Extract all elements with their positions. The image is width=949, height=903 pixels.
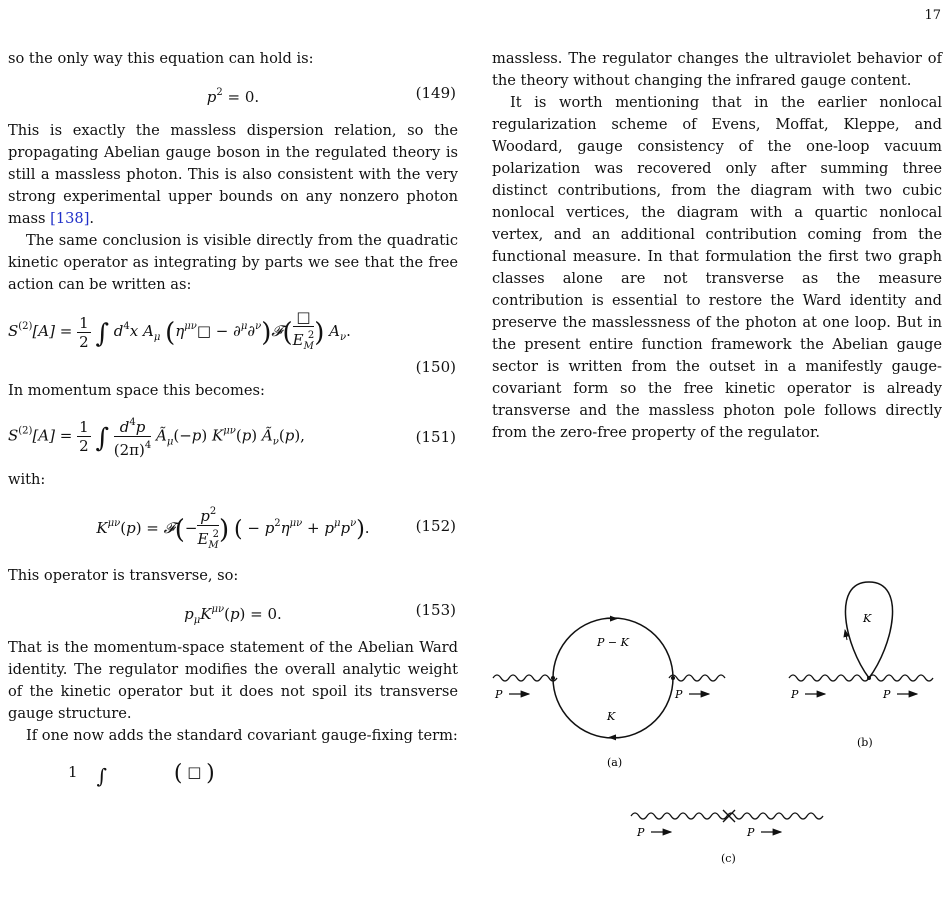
label-k: K [607,710,616,723]
right-column [492,48,942,444]
label-p-in: P [637,826,645,839]
equation-number: (149) [415,84,456,102]
label-p-minus-k: P − K [597,636,629,649]
diagram-c [631,810,823,865]
equation-number: (151) [415,428,456,446]
paragraph: with: [8,471,46,488]
equation-152: $K^{\mu\nu}(p)$ = 𝓕(− $\frac{p^2}{E_M^2}$ ) ( − $p^2\eta^{\mu\nu} + p^\mu p^\nu$). (152) [8,503,458,555]
paragraph: If one now adds the standard covariant gauge-fixing term: [26,727,458,744]
tadpole-loop [845,582,892,678]
equation-number: (153) [415,601,456,619]
caption-c: (c) [721,852,736,865]
photon-line-right [669,675,725,681]
paragraph: so the only way this equation can hold is: [8,50,314,67]
equation-149: $p^2 = 0$. (149) [206,84,456,106]
paragraph: This operator is transverse, so: [8,567,239,584]
diagram-b [789,582,933,749]
equation-cut-off: 1 ∫ ( □ ) [68,761,215,788]
paragraph: It is worth mentioning that in the earlier nonlocal regularization scheme of Evens, Moffat, Kleppe, and Woodard, gauge consistency of the one-loop vacuum polarization was recovered only after summing three distinct contributions, from the diagram with two cubic nonlocal vertices, the diagram with a quartic nonlocal vertex, and an additional contribution coming from the functional measure. In that formulation the first two graph classes alone are not transverse as the measure contribution is essential to restore the Ward identity and preserve the masslessness of the photon at one loop. But in the present entire function framework the Abelian gauge sector is written from the outset in a manifestly gauge-covariant form so the free kinetic operator is already transverse and the massless photon pole follows directly from the zero-free property of the regulator. [492,94,942,441]
equation-number: (152) [415,517,456,535]
caption-a: (a) [607,756,623,769]
paragraph: That is the momentum-space statement of the Abelian Ward identity. The regulator modifies the overall analytic weight of the kinetic operator but it does not spoil its transverse gauge structure. [8,639,458,722]
paragraph: In momentum space this becomes: [8,382,265,399]
equation-153: $p_\mu K^{\mu\nu}(p) = 0$. (153) [184,601,456,626]
label-p-out: P [747,826,755,839]
paragraph: The same conclusion is visible directly from the quadratic kinetic operator as integrating by parts we see that the free action can be written as: [8,232,458,293]
tadpole-arrow [845,630,847,640]
label-p-out: P [675,688,683,701]
label-p-in: P [791,688,799,701]
left-column [8,48,458,788]
paragraph: This is exactly the massless dispersion relation, so the propagating Abelian gauge boson in the regulated theory is still a massless photon. This is also consistent with the very strong experimental upper bounds on any nonzero photon mass [138]. [8,122,458,227]
equation-150: $S^{(2)}[A]$ = $\frac{1}{2}$ ∫ $d^4x$ $A_\mu$ ($\eta^{\mu\nu}□$ − ∂$^\mu$∂$^\nu$)𝓕( $\frac{□}{E_M^2}$ ) $A_\nu$. (150) [8,308,456,376]
feynman-diagrams-figure [479,470,949,890]
photon-line-right [869,675,933,681]
photon-line-left [789,675,869,681]
label-p-in: P [495,688,503,701]
label-p-out: P [883,688,891,701]
label-k: K [863,612,872,625]
cross-vertex [723,810,735,822]
paragraph: massless. The regulator changes the ultraviolet behavior of the theory without changing the infrared gauge content. [492,50,942,89]
equation-number: (150) [415,358,456,376]
equation-151: $S^{(2)}[A]$ = $\frac{1}{2}$ ∫ $\frac{d^4p}{(2\pi)^4}$ $Ã_\mu(-p)$ $K^{\mu\nu}(p)$ $Ã_\nu(p)$, (151) [8,414,458,459]
photon-line-left [493,675,557,681]
caption-b: (b) [857,736,873,749]
citation-link[interactable]: [138] [50,210,90,227]
diagram-a [493,618,725,769]
page-number: 17 [924,8,941,23]
